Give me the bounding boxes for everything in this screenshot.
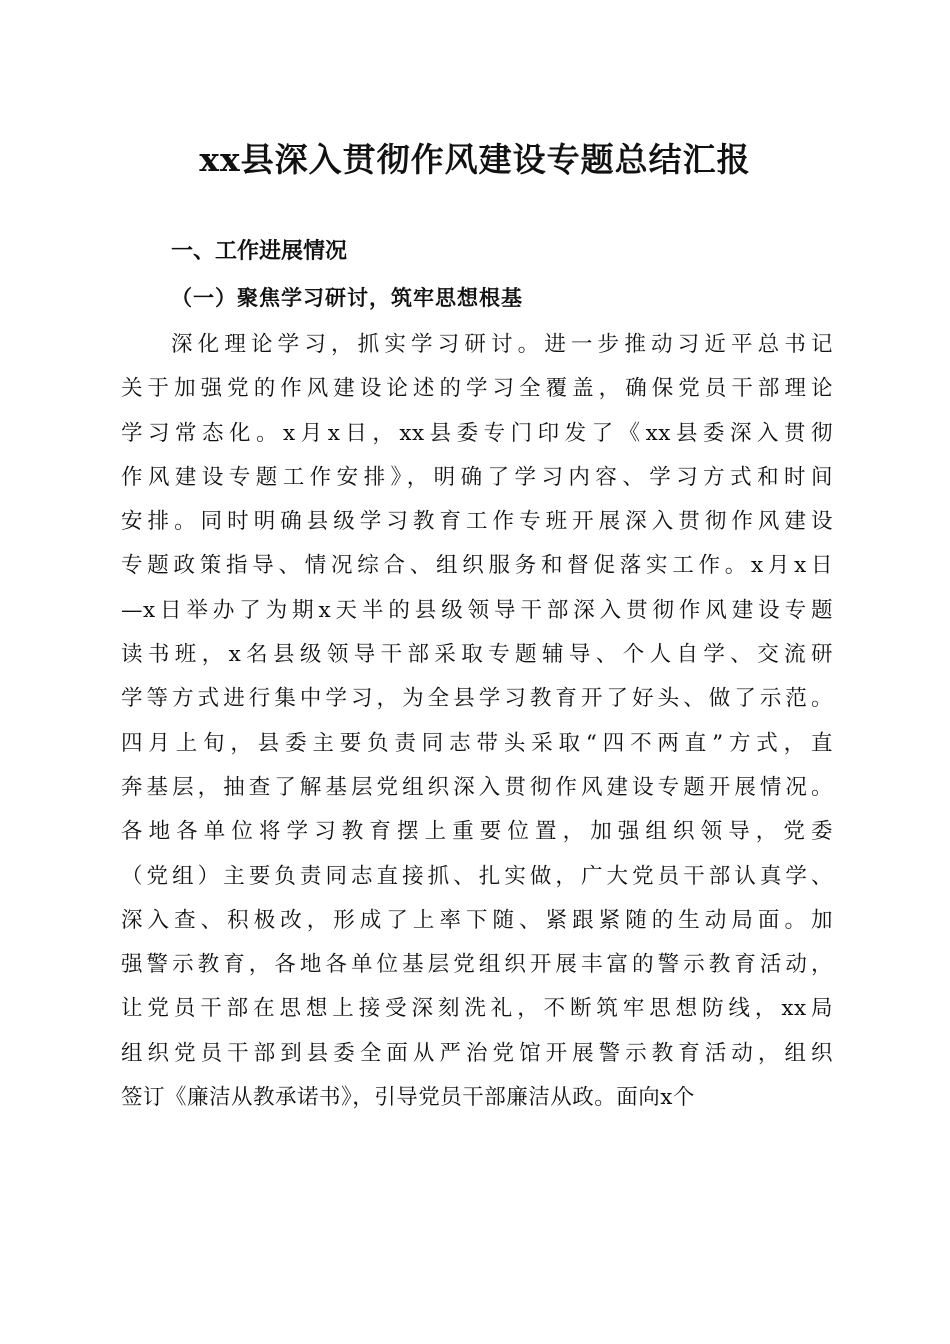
body-line: 作风建设专题工作安排》，明确了学习内容、学习方式和时间	[121, 464, 833, 490]
body-line: 强警示教育，各地各单位基层党组织开展丰富的警示教育活动，	[121, 952, 833, 978]
body-line: 各地各单位将学习教育摆上重要位置，加强组织领导，党委	[121, 819, 833, 845]
body-line: 读书班，x名县级领导干部采取专题辅导、个人自学、交流研	[121, 642, 833, 668]
section-heading: 一、工作进展情况	[171, 239, 348, 264]
body-line: 深化理论学习，抓实学习研讨。进一步推动习近平总书记	[171, 332, 833, 357]
document-title: xx县深入贯彻作风建设专题总结汇报	[199, 140, 751, 179]
body-line: 专题政策指导、情况综合、组织服务和督促落实工作。x月x日	[121, 553, 833, 579]
body-line: 四月上旬，县委主要负责同志带头采取“四不两直”方式，直	[121, 730, 833, 756]
body-line: 让党员干部在思想上接受深刻洗礼，不断筑牢思想防线，xx局	[121, 996, 833, 1022]
body-line: 奔基层，抽查了解基层党组织深入贯彻作风建设专题开展情况。	[121, 774, 833, 800]
body-paragraph	[121, 323, 833, 1120]
body-line: 深入查、积极改，形成了上率下随、紧跟紧随的生动局面。加	[121, 907, 833, 933]
body-line: 学习常态化。x月x日，xx县委专门印发了《xx县委深入贯彻	[121, 420, 833, 446]
subsection-heading: （一）聚焦学习研讨，筑牢思想根基	[171, 285, 523, 310]
body-line: 组织党员干部到县委全面从严治党馆开展警示教育活动，组织	[121, 1040, 833, 1066]
body-line: 关于加强党的作风建设论述的学习全覆盖，确保党员干部理论	[121, 376, 833, 402]
body-line: 安排。同时明确县级学习教育工作专班开展深入贯彻作风建设	[121, 509, 833, 535]
body-line: 签订《廉洁从教承诺书》，引导党员干部廉洁从政。面向x个	[121, 1085, 695, 1111]
body-line: 学等方式进行集中学习，为全县学习教育开了好头、做了示范。	[121, 686, 833, 712]
body-line: （党组）主要负责同志直接抓、扎实做，广大党员干部认真学、	[121, 863, 833, 889]
body-line: —x日举办了为期x天半的县级领导干部深入贯彻作风建设专题	[121, 597, 833, 623]
